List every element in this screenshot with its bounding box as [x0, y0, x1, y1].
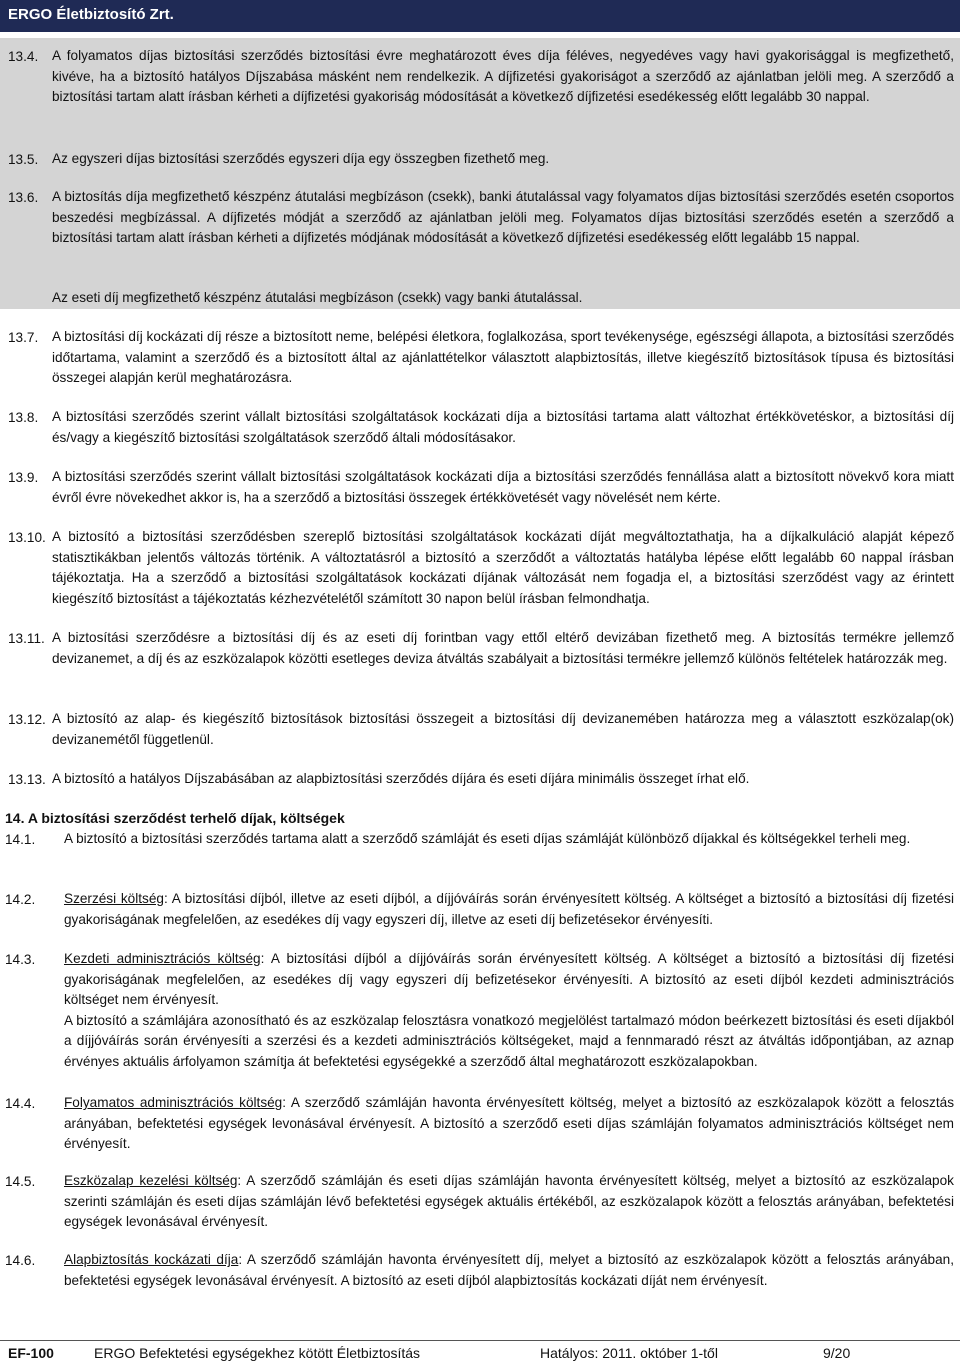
clause-13-5	[0, 149, 960, 171]
defined-term: Eszközalap kezelési költség	[64, 1173, 238, 1188]
clause-text	[64, 1171, 954, 1233]
document-header-bar	[0, 0, 960, 32]
clause-13-10	[0, 527, 960, 613]
clause-text: A biztosítási szerződésre a biztosítási díj és az eseti díj forintban vagy ettől eltérő devizában fizethető meg. A biztosítás termékre jellemző devizanemet, a díj és az eszközalapok közötti esetleges deviza átváltás szabályait a biztosítási termékre jellemző különös feltételek határozzák meg.	[52, 630, 954, 666]
definition-text: : A biztosítási díjból, illetve az eseti díjból, a díjjóváírás során érvényesített költség. A költséget a biztosító a biztosítási díj fizetési gyakoriságának megfelelően, az esedékes díj vagy egyszeri díj, illetve az eseti díj befizetésekor érvényesíti.	[64, 891, 954, 927]
defined-term: Szerzési költség	[64, 891, 164, 906]
clause-number: 14.3.	[5, 952, 36, 967]
definition-text: : A biztosítási díjból a díjjóváírás során érvényesített költség. A költséget a biztosító a biztosítási díj fizetési gyakoriságának megfelelően, az esedékes díj vagy egyszeri díj befizetésekor érvényesíti. A biztosító az eseti díjból kezdeti adminisztrációs költséget nem érvényesít.	[64, 951, 954, 1008]
clause-13-6-continuation	[0, 288, 960, 310]
clause-text: A biztosítási szerződés szerint vállalt biztosítási szolgáltatások kockázati díja a biztosítási szerződés fennállása alatt a biztosított növekvő kora miatt évről évre növekedhet akkor is, ha a szerződő a biztosítási összegek értékkövetését vagy növelését nem kérte.	[52, 469, 954, 505]
clause-text: A biztosító az alap- és kiegészítő biztosítások biztosítási összegeit a biztosítási díj devizanemében határozza meg a választott eszközalap(ok) devizanemétől függetlenül.	[52, 711, 954, 747]
defined-term: Folyamatos adminisztrációs költség	[64, 1095, 283, 1110]
clause-number: 13.12.	[8, 712, 46, 727]
clause-text: A folyamatos díjas biztosítási szerződés biztosítási évre meghatározott éves díja féléves, negyedéves vagy havi gyakorisággal is megfizethető, kivéve, ha a biztosító hatályos Díjszabása másként nem rendelkezik. A díjfizetési gyakoriságot a szerződő az ajánlatban jelöli meg. A szerződő a biztosítási tartam alatt írásban kérheti a díjfizetési gyakoriság módosítását a következő díjfizetési esedékesség előtt legalább 30 nappal.	[52, 48, 954, 105]
chapter-heading: 14. A biztosítási szerződést terhelő díjak, költségek	[5, 810, 345, 826]
clause-text	[64, 889, 954, 930]
definition-text: : A szerződő számláján havonta érvényesített költség, melyet a biztosító az eszközalapok között a felosztás arányában, befektetési egységek levonásával érvényesít. A biztosító a szerződő eseti díjas számláján folyamatos adminisztrációs költséget nem érvényesít.	[64, 1095, 954, 1152]
clause-13-11	[0, 628, 960, 692]
clause-14-6	[0, 1250, 960, 1293]
defined-term: Kezdeti adminisztrációs költség	[64, 951, 261, 966]
clause-number: 13.4.	[8, 49, 39, 64]
clause-13-12	[0, 709, 960, 752]
clause-number: 14.5.	[5, 1174, 36, 1189]
clause-13-8	[0, 407, 960, 450]
clause-text	[64, 1093, 954, 1155]
clause-text: Az egyszeri díjas biztosítási szerződés egyszeri díja egy összegben fizethető meg.	[52, 151, 550, 166]
clause-text: A biztosítási díj kockázati díj része a biztosított neme, belépési életkora, foglalkozása, sport tevékenysége, egészségi állapota, a biztosítási szerződés időtartama, valamint a szerződő és a biztosított által az ajánlattételkor választott alapbiztosítás, illetve kiegészítő biztosítások típusa és biztosítási összegei alapján kerül meghatározásra.	[52, 329, 954, 386]
footer-effective-date: Hatályos: 2011. október 1-től	[540, 1345, 718, 1361]
clause-text: A biztosító a hatályos Díjszabásában az alapbiztosítási szerződés díjára és eseti díjára minimális összeget írhat elő.	[52, 771, 750, 786]
clause-number: 13.6.	[8, 190, 39, 205]
footer-product-title: ERGO Befektetési egységekhez kötött Életbiztosítás	[94, 1345, 421, 1361]
definition-text: : A szerződő számláján havonta érvényesített díj, melyet a biztosító az eszközalapok között a felosztás arányában, befektetési egységek levonásával érvényesít. A biztosító az eseti díjból alapbiztosítás kockázati díját nem érvényesít.	[64, 1252, 954, 1288]
clause-number: 13.8.	[8, 410, 39, 425]
clause-text	[64, 1250, 954, 1291]
clause-text: A biztosító a biztosítási szerződés tartama alatt a szerződő számláját és eseti díjas számláját különböző díjakkal és költségekkel terheli meg.	[64, 831, 911, 846]
clause-14-4	[0, 1093, 960, 1157]
clause-number: 13.13.	[8, 772, 46, 787]
clause-text: A biztosítás díja megfizethető készpénz átutalási megbízáson (csekk), banki átutalással vagy folyamatos díjas biztosítási szerződés esetén csoportos beszedési megbízással. A díjfizetés módját a szerződő az ajánlatban jelöli meg. Folyamatos díjas biztosítási szerződés esetén a szerződő a biztosítási tartam alatt írásban kérheti a díjfizetés módjának módosítását a következő díjfizetési esedékesség előtt legalább 15 nappal.	[52, 189, 954, 246]
clause-text: A biztosító a biztosítási szerződésben szereplő biztosítási szolgáltatások kockázati díját megváltoztathatja, ha a díjkalkuláció alapját képező statisztikákban jelentős változás történik. A változtatásról a biztosító a szerződőt a változtatás hatályba lépése előtt legalább 60 nappal írásban tájékoztatja. Ha a szerződő a biztosítási szolgáltatások kockázati díjának változását nem fogadja el, a biztosítási szerződést vagy az érintett kiegészítő biztosítást a tájékoztatás kézhezvételétől számított 30 napon belül írásban felmondhatja.	[52, 529, 954, 606]
clause-13-4	[0, 46, 960, 132]
clause-14-3	[0, 949, 960, 1077]
clause-number: 14.2.	[5, 892, 36, 907]
clause-number: 14.1.	[5, 832, 36, 847]
footer-document-code: EF-100	[8, 1345, 54, 1361]
clause-text: A biztosítási szerződés szerint vállalt biztosítási szolgáltatások kockázati díja a biztosítási tartama alatt változhat értékkövetéskor, a biztosítási díj és/vagy a kiegészítő biztosítási szolgáltatások szerződő általi módosításakor.	[52, 409, 954, 445]
clause-number: 13.9.	[8, 470, 39, 485]
footer-page-number: 9/20	[823, 1345, 851, 1361]
clause-number: 13.11.	[8, 631, 45, 646]
clause-number: 13.7.	[8, 330, 39, 345]
definition-text: : A szerződő számláján és eseti díjas számláján havonta érvényesített költség, melyet a biztosító az eszközalapok szerinti számláján és eseti díjas számláján lévő befektetési egységek aktuális értékéből, az eszközalapok között a felosztás arányában, befektetési egységek levonásával érvényesít.	[64, 1173, 954, 1230]
clause-13-9	[0, 467, 960, 510]
clause-number: 14.6.	[5, 1253, 36, 1268]
clause-13-6	[0, 187, 960, 273]
clause-14-1	[0, 829, 960, 872]
definition-text-continued: A biztosító a számlájára azonosítható és az eszközalap felosztásra vonatkozó megjelölést tartalmazó módon beérkezett biztosítási és eseti díjakból a díjjóváírás során érvényesíti a szerzési és a kezdeti adminisztrációs költségeket, majd a fennmaradó részt az átváltás időpontjában, az aznap érvényes aktuális árfolyamon számítja át befektetési egységekké a szerződő által meghatározott eszközalapokban.	[64, 1012, 954, 1069]
clause-13-7	[0, 327, 960, 391]
clause-text: Az eseti díj megfizethető készpénz átutalási megbízáson (csekk) vagy banki átutalással.	[52, 290, 583, 305]
defined-term: Alapbiztosítás kockázati díja	[64, 1252, 239, 1267]
clause-13-13	[0, 769, 960, 791]
clause-14-2	[0, 889, 960, 932]
clause-14-5	[0, 1171, 960, 1235]
clause-number: 14.4.	[5, 1096, 36, 1111]
clause-number: 13.10.	[8, 530, 46, 545]
footer-divider	[0, 1340, 960, 1341]
clause-number: 13.5.	[8, 152, 39, 167]
clause-text	[64, 949, 954, 1073]
company-name: ERGO Életbiztosító Zrt.	[8, 6, 174, 23]
